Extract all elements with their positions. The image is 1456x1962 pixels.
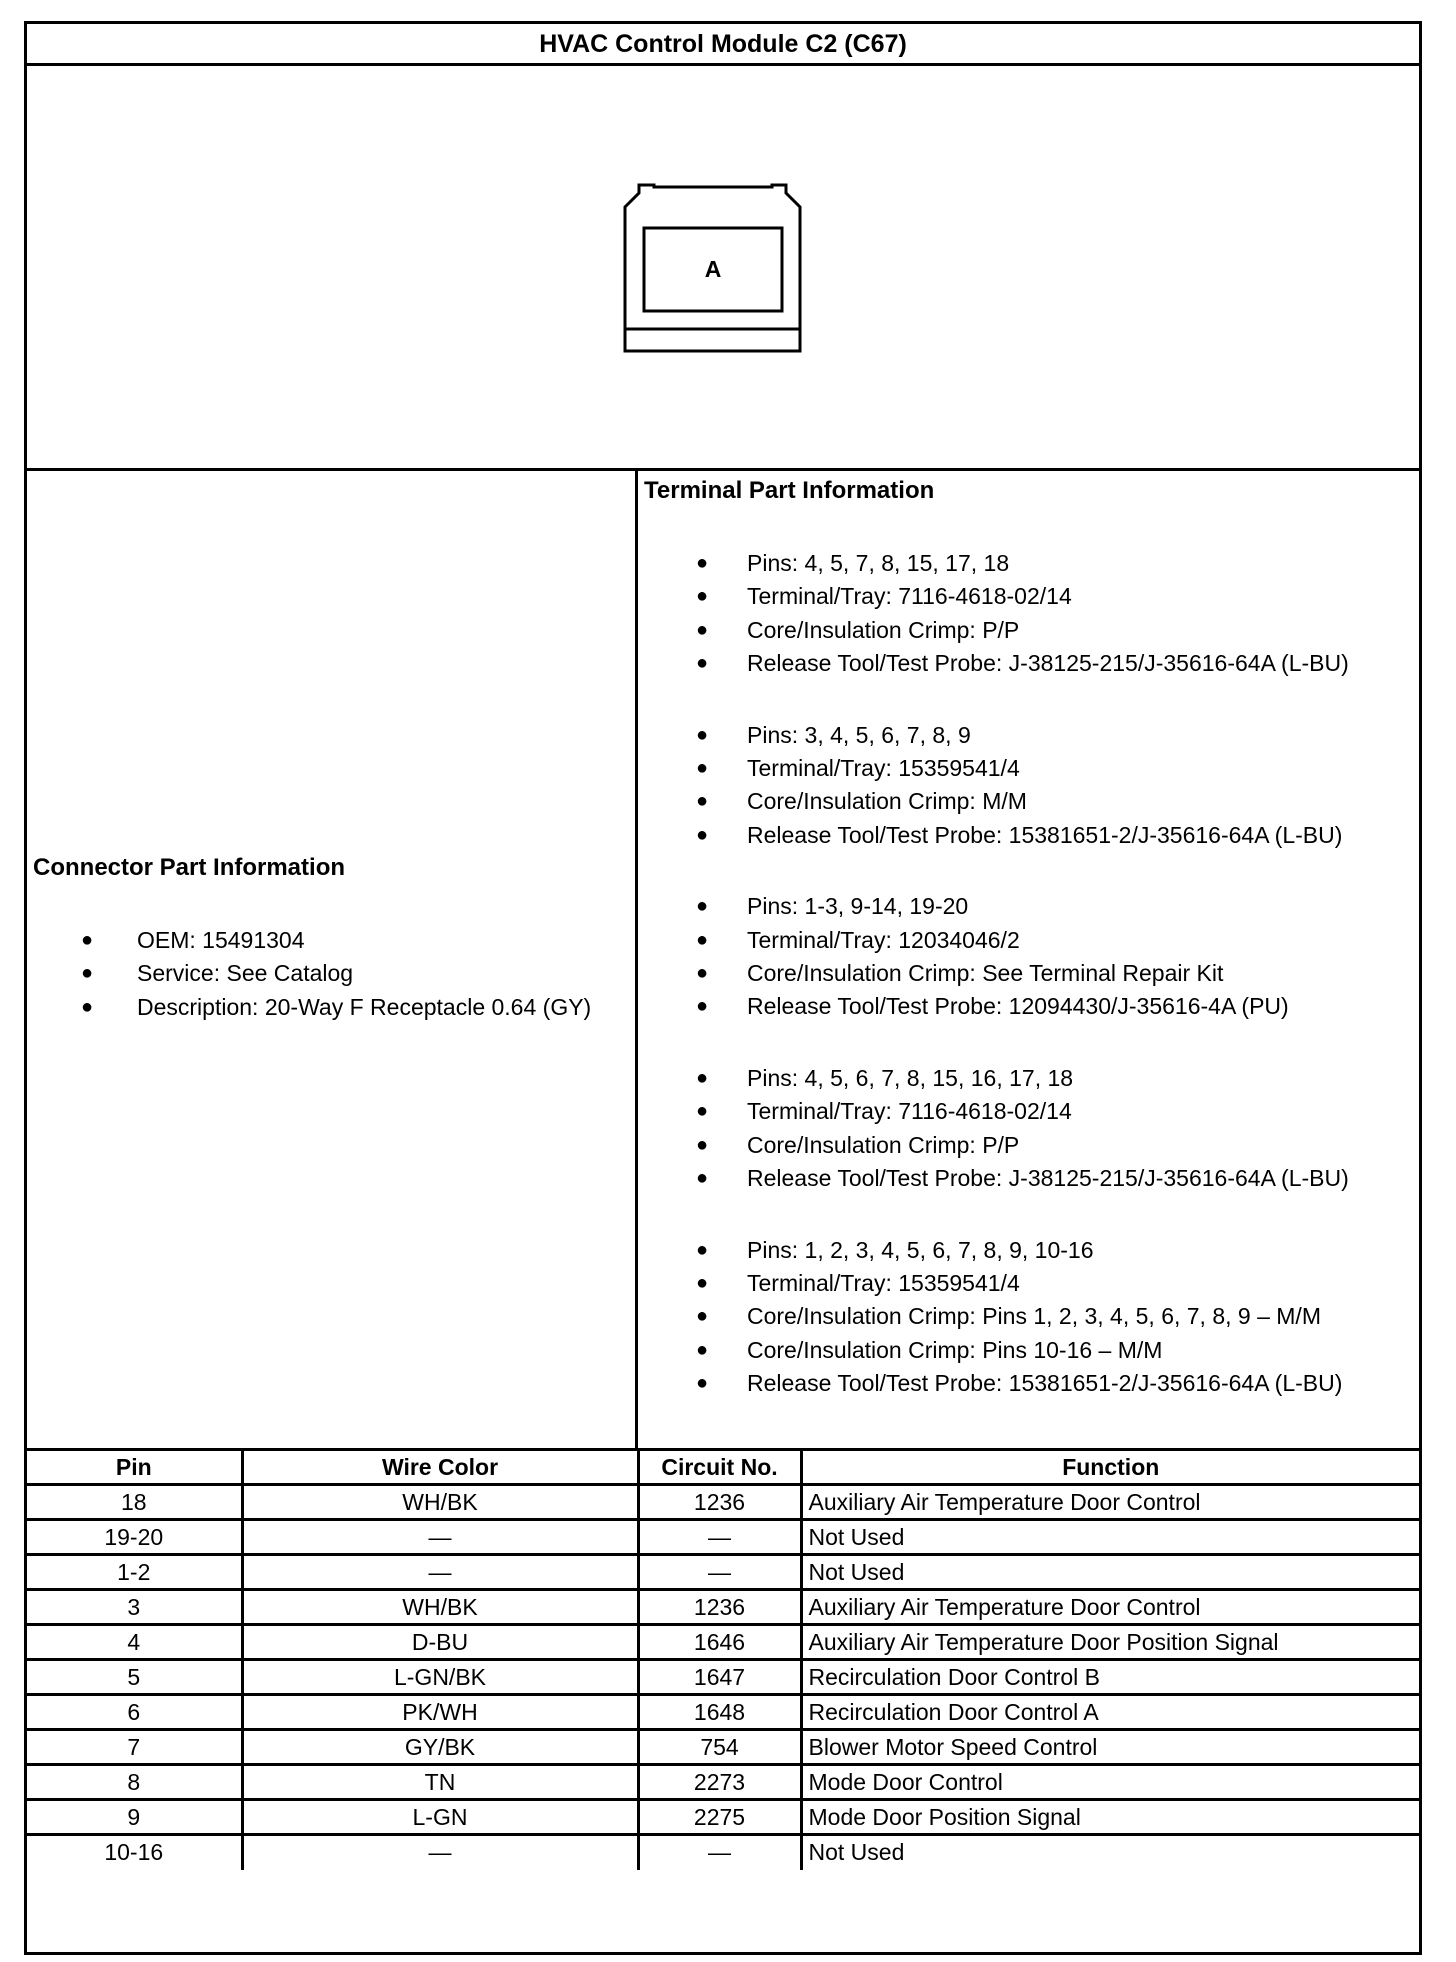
circuit-cell: 2275 [638, 1800, 801, 1835]
function-cell: Auxiliary Air Temperature Door Control [801, 1590, 1419, 1625]
pin-cell: 7 [27, 1730, 242, 1765]
terminal-group-1 [644, 547, 1416, 681]
table-row [27, 1835, 1419, 1870]
circuit-cell: 1236 [638, 1485, 801, 1520]
part-information-section [27, 471, 1419, 1451]
pin-table [27, 1448, 1419, 1870]
table-row [27, 1800, 1419, 1835]
page-title: HVAC Control Module C2 (C67) [27, 24, 1419, 66]
wire-color-cell: GY/BK [242, 1730, 638, 1765]
pin-cell: 5 [27, 1660, 242, 1695]
terminal-part-information [638, 471, 1419, 1451]
table-header-row [27, 1450, 1419, 1485]
list-item: ● Release Tool/Test Probe: J-38125-215/J-35616-64A (L-BU) [696, 1165, 1349, 1192]
wire-color-cell: TN [242, 1765, 638, 1800]
function-cell: Auxiliary Air Temperature Door Control [801, 1485, 1419, 1520]
pin-cell: 1-2 [27, 1555, 242, 1590]
wire-color-cell: — [242, 1520, 638, 1555]
terminal-group-3 [644, 890, 1416, 1024]
table-row [27, 1625, 1419, 1660]
list-item: ● Terminal/Tray: 15359541/4 [696, 755, 1020, 782]
list-item: ● Pins: 4, 5, 7, 8, 15, 17, 18 [696, 550, 1010, 576]
list-item: ● Core/Insulation Crimp: Pins 10-16 – M/M [696, 1336, 1163, 1363]
function-cell: Recirculation Door Control B [801, 1660, 1419, 1695]
pin-cell: 9 [27, 1800, 242, 1835]
wire-color-cell: — [242, 1835, 638, 1870]
connector-part-information [27, 471, 638, 1451]
list-item: ● Release Tool/Test Probe: 15381651-2/J-35616-64A (L-BU) [696, 1370, 1343, 1397]
circuit-cell: 1236 [638, 1590, 801, 1625]
table-row [27, 1520, 1419, 1555]
pin-cell: 4 [27, 1625, 242, 1660]
list-item: ● Description: 20-Way F Receptacle 0.64 (GY) [81, 993, 592, 1020]
circuit-cell: 1646 [638, 1625, 801, 1660]
list-item: ● Core/Insulation Crimp: M/M [696, 788, 1027, 815]
function-cell: Not Used [801, 1835, 1419, 1870]
list-item: ● Release Tool/Test Probe: 12094430/J-35616-4A (PU) [696, 993, 1289, 1020]
list-item: ● Terminal/Tray: 15359541/4 [696, 1269, 1020, 1296]
table-row [27, 1555, 1419, 1590]
terminal-info-heading: Terminal Part Information [644, 477, 935, 504]
wire-color-cell: L-GN/BK [242, 1660, 638, 1695]
wire-color-cell: L-GN [242, 1800, 638, 1835]
function-cell: Not Used [801, 1520, 1419, 1555]
function-cell: Blower Motor Speed Control [801, 1730, 1419, 1765]
list-item: ● Core/Insulation Crimp: P/P [696, 616, 1020, 643]
function-cell: Mode Door Control [801, 1765, 1419, 1800]
list-item: ● Terminal/Tray: 12034046/2 [696, 926, 1020, 953]
pin-cell: 3 [27, 1590, 242, 1625]
list-item: ● OEM: 15491304 [81, 927, 305, 953]
list-item: ● Release Tool/Test Probe: J-38125-215/J-35616-64A (L-BU) [696, 650, 1349, 677]
circuit-cell: 1648 [638, 1695, 801, 1730]
connector-cavity-label: A [704, 256, 722, 282]
circuit-cell: — [638, 1835, 801, 1870]
pin-cell: 18 [27, 1485, 242, 1520]
wire-color-cell: — [242, 1555, 638, 1590]
table-row [27, 1730, 1419, 1765]
function-cell: Recirculation Door Control A [801, 1695, 1419, 1730]
pin-cell: 10-16 [27, 1835, 242, 1870]
table-row [27, 1485, 1419, 1520]
terminal-group-5 [644, 1234, 1416, 1401]
circuit-cell: — [638, 1520, 801, 1555]
connector-info-heading: Connector Part Information [33, 854, 346, 881]
table-row [27, 1765, 1419, 1800]
table-row [27, 1590, 1419, 1625]
column-header-pin: Pin [27, 1450, 242, 1485]
list-item: ● Service: See Catalog [81, 960, 354, 987]
wire-color-cell: WH/BK [242, 1485, 638, 1520]
list-item: ● Pins: 1-3, 9-14, 19-20 [696, 893, 969, 920]
terminal-group-2 [644, 719, 1416, 853]
circuit-cell: — [638, 1555, 801, 1590]
list-item: ● Core/Insulation Crimp: See Terminal Repair Kit [696, 960, 1224, 987]
terminal-group-4 [644, 1062, 1416, 1196]
list-item: ● Release Tool/Test Probe: 15381651-2/J-35616-64A (L-BU) [696, 821, 1343, 848]
circuit-cell: 2273 [638, 1765, 801, 1800]
wire-color-cell: WH/BK [242, 1590, 638, 1625]
function-cell: Mode Door Position Signal [801, 1800, 1419, 1835]
column-header-function: Function [801, 1450, 1419, 1485]
function-cell: Auxiliary Air Temperature Door Position Signal [801, 1625, 1419, 1660]
list-item: ● Terminal/Tray: 7116-4618-02/14 [696, 583, 1072, 610]
function-cell: Not Used [801, 1555, 1419, 1590]
connector-sheet [24, 21, 1422, 1955]
table-row [27, 1695, 1419, 1730]
list-item: ● Core/Insulation Crimp: Pins 1, 2, 3, 4, 5, 6, 7, 8, 9 – M/M [696, 1303, 1321, 1330]
pin-cell: 6 [27, 1695, 242, 1730]
list-item: ● Pins: 4, 5, 6, 7, 8, 15, 16, 17, 18 [696, 1064, 1074, 1091]
column-header-wire-color: Wire Color [242, 1450, 638, 1485]
list-item: ● Pins: 1, 2, 3, 4, 5, 6, 7, 8, 9, 10-16 [696, 1236, 1094, 1263]
list-item: ● Terminal/Tray: 7116-4618-02/14 [696, 1098, 1072, 1125]
connector-face-diagram [27, 66, 1419, 468]
table-row [27, 1660, 1419, 1695]
list-item: ● Core/Insulation Crimp: P/P [696, 1131, 1020, 1158]
wire-color-cell: PK/WH [242, 1695, 638, 1730]
connector-figure [27, 66, 1419, 471]
pin-cell: 8 [27, 1765, 242, 1800]
column-header-circuit-no: Circuit No. [638, 1450, 801, 1485]
connector-info-list [33, 924, 633, 1024]
list-item: ● Pins: 3, 4, 5, 6, 7, 8, 9 [696, 721, 971, 748]
circuit-cell: 754 [638, 1730, 801, 1765]
pin-cell: 19-20 [27, 1520, 242, 1555]
circuit-cell: 1647 [638, 1660, 801, 1695]
wire-color-cell: D-BU [242, 1625, 638, 1660]
